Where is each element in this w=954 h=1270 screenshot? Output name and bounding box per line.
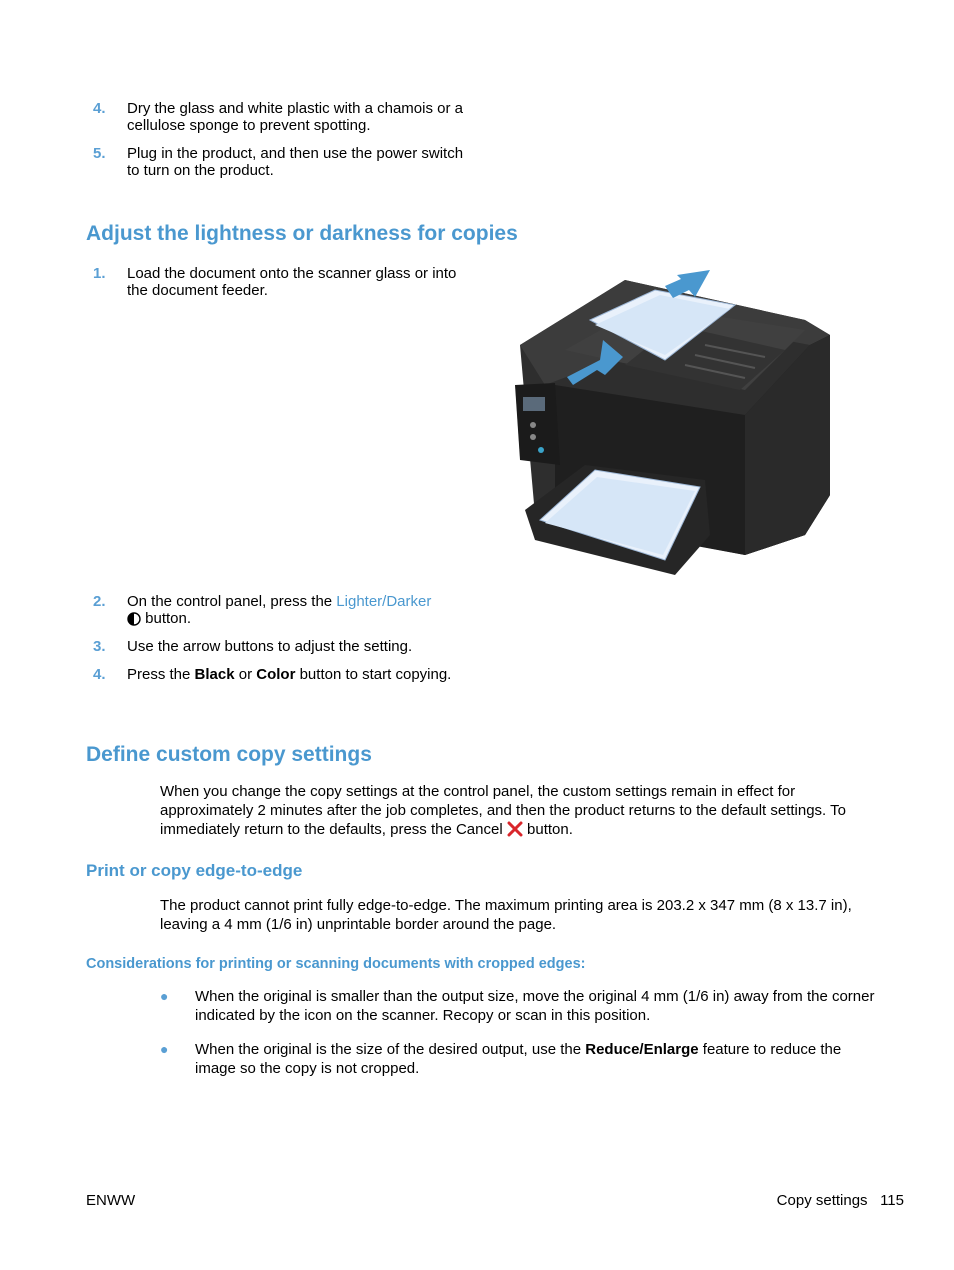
footer-right [777,1192,904,1209]
bullet-text [195,1040,880,1078]
bullet-text-pre: When the original is the size of the desired output, use the [195,1041,586,1058]
section-heading-considerations: Considerations for printing or scanning documents with cropped edges: [86,956,586,972]
step-text-post: button. [141,609,192,627]
step-number: 5. [93,145,106,162]
step-text-post: button to start copying. [295,666,452,683]
step-text-pre: On the control panel, press the [127,593,337,610]
step-number: 3. [93,638,106,655]
custom-settings-paragraph [160,782,880,839]
cancel-x-icon [507,821,523,837]
step-text-mid: or [234,666,257,683]
color-button-label: Color [256,666,296,683]
bullet-text: When the original is smaller than the output size, move the original 4 mm (1/6 in) away from the corner indicated by the icon on the scanner. Recopy or scan in this position. [195,988,875,1024]
step-text: Load the document onto the scanner glass or into the document feeder. [127,265,457,299]
paragraph-text: When you change the copy settings at the control panel, the custom settings remain in effect for approximately 2 minutes after the job completes, and then the product returns to the default settings. To immediately return to the defaults, press the Cancel [160,783,846,838]
step-text [127,667,467,684]
arrow-icon [665,270,710,298]
edge-to-edge-paragraph: The product cannot print fully edge-to-edge. The maximum printing area is 203.2 x 347 mm (8 x 13.7 in), leaving a 4 mm (1/6 in) unprintable border around the page. [160,897,852,933]
step-number: 2. [93,593,106,610]
bullet-icon: ● [160,1041,169,1057]
page-number: 115 [880,1192,904,1209]
step-text [127,594,467,627]
step-text: Plug in the product, and then use the power switch to turn on the product. [127,145,464,179]
bullet-text-post: feature to reduce the image so the copy is not cropped. [195,1041,842,1077]
step-text: Dry the glass and white plastic with a chamois or a cellulose sponge to prevent spotting. [127,100,463,134]
section-heading-custom-copy: Define custom copy settings [86,743,372,766]
bullet-icon: ● [160,988,169,1004]
section-heading-edge-to-edge: Print or copy edge-to-edge [86,861,303,880]
footer-left: ENWW [86,1192,136,1209]
paragraph-text-end: button. [522,821,573,838]
section-heading-lightness: Adjust the lightness or darkness for copies [86,222,518,245]
step-number: 1. [93,265,106,282]
footer-section: Copy settings [776,1192,868,1209]
reduce-enlarge-label: Reduce/Enlarge [585,1041,699,1058]
step-number: 4. [93,100,106,117]
step-number: 4. [93,666,106,683]
printer-illustration [505,265,845,583]
lighter-darker-link: Lighter/Darker [336,593,432,610]
step-text-pre: Press the [127,666,195,683]
black-button-label: Black [194,666,235,683]
lighter-darker-icon [127,612,141,626]
step-text: Use the arrow buttons to adjust the setting. [127,638,413,655]
